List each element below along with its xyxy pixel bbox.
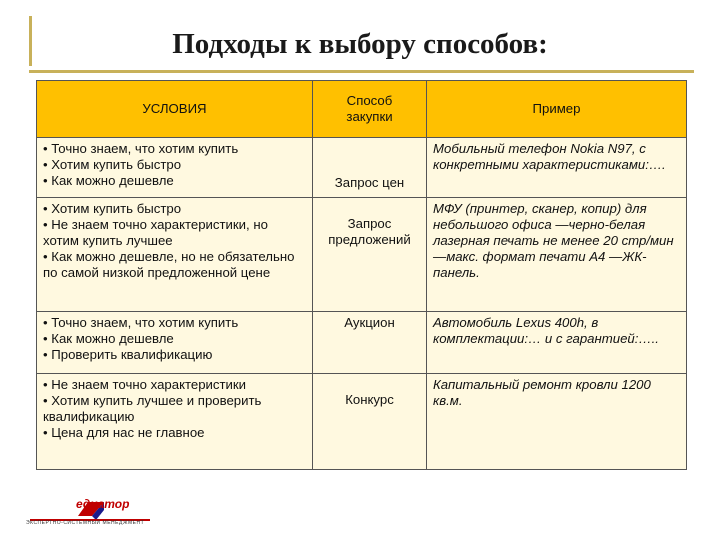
condition-item: • Как можно дешевле (43, 173, 174, 188)
condition-item: • Как можно дешевле, но не обязательно по самой низкой предложенной цене (43, 249, 295, 280)
table-row (37, 138, 687, 198)
method-cell: Аукцион (313, 312, 427, 374)
condition-item: • Хотим купить быстро (43, 201, 182, 216)
example-cell: Мобильный телефон Nokia N97, с конкретными характеристиками:…. (427, 138, 687, 198)
logo-name: едиатор (76, 497, 130, 511)
accent-horizontal-line (29, 70, 694, 73)
header-example: Пример (427, 81, 687, 138)
table-row (37, 198, 687, 312)
conditions-cell (37, 374, 313, 470)
conditions-cell (37, 312, 313, 374)
table-header-row (37, 81, 687, 138)
table-row (37, 374, 687, 470)
condition-item: • Проверить квалификацию (43, 347, 213, 362)
logo-tagline: ЭКСПЕРТНО-СИСТЕМНЫЙ МЕНЕДЖМЕНТ (26, 520, 145, 526)
condition-item: • Цена для нас не главное (43, 425, 205, 440)
method-cell: Конкурс (313, 374, 427, 470)
condition-item: • Точно знаем, что хотим купить (43, 315, 239, 330)
example-cell: Капитальный ремонт кровли 1200 кв.м. (427, 374, 687, 470)
header-conditions: УСЛОВИЯ (37, 81, 313, 138)
condition-item: • Хотим купить быстро (43, 157, 182, 172)
example-cell: МФУ (принтер, сканер, копир) для небольшого офиса —черно-белая лазерная печать не менее 20 стр/мин —макс. формат печати А4 —ЖК-панель. (427, 198, 687, 312)
accent-vertical-line (29, 16, 32, 66)
header-method-line1: Способ (346, 93, 393, 108)
slide-title: Подходы к выбору способов: (172, 28, 548, 60)
example-cell: Автомобиль Lexus 400h, в комплектации:… и с гарантией:….. (427, 312, 687, 374)
methods-table (36, 80, 687, 470)
condition-item: • Не знаем точно характеристики, но хотим купить лучшее (43, 217, 268, 248)
header-method (313, 81, 427, 138)
condition-item: • Хотим купить лучшее и проверить квалификацию (43, 393, 262, 424)
condition-item: • Как можно дешевле (43, 331, 174, 346)
conditions-cell (37, 138, 313, 198)
conditions-cell (37, 198, 313, 312)
method-cell: Запрос предложений (313, 198, 427, 312)
condition-item: • Не знаем точно характеристики (43, 377, 247, 392)
table-row (37, 312, 687, 374)
method-cell: Запрос цен (313, 138, 427, 198)
condition-item: • Точно знаем, что хотим купить (43, 141, 239, 156)
header-method-line2: закупки (346, 109, 393, 124)
